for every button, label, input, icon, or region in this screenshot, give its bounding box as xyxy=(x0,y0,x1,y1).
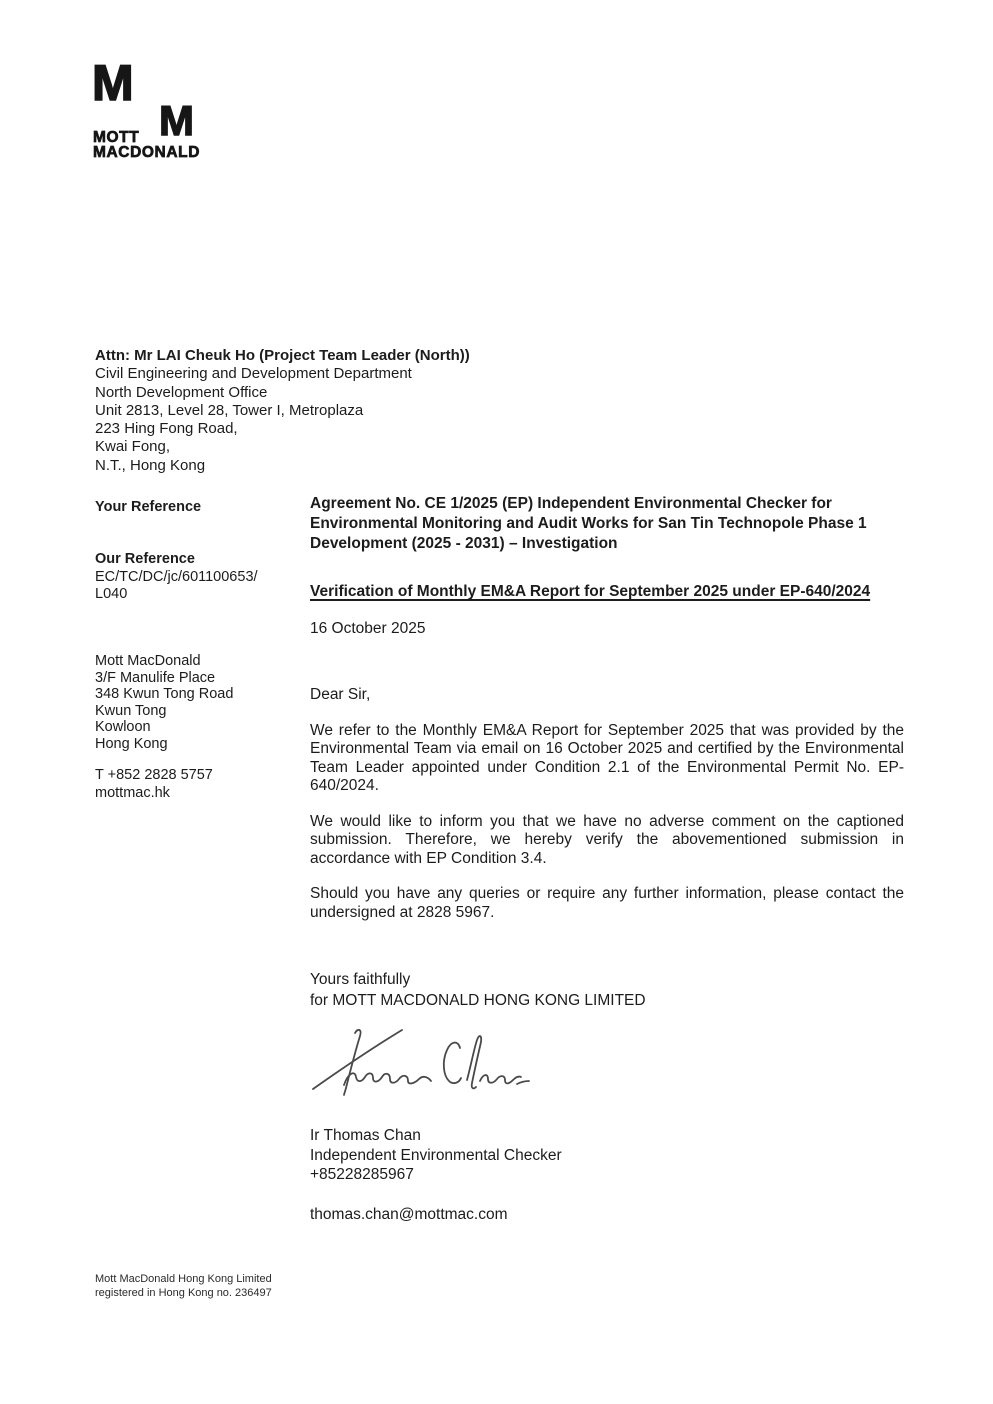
body-paragraph: We would like to inform you that we have no adverse comment on the captioned submission. Therefore, we hereby verify the abovementioned submission in accordance with EP Condition 3.4. xyxy=(310,812,904,867)
recipient-address-line: 223 Hing Fong Road, xyxy=(95,420,238,438)
sender-address-line: Kwun Tong xyxy=(95,702,167,719)
recipient-address-block xyxy=(95,347,525,475)
body-paragraph: We refer to the Monthly EM&A Report for September 2025 that was provided by the Environmental Team via email on 16 October 2025 and certified by the Environmental Team Leader appointed under Condition 2.1 of the Environmental Permit No. EP-640/2024. xyxy=(310,721,904,794)
recipient-attn-line: Attn: Mr LAI Cheuk Ho (Project Team Leader (North)) xyxy=(95,347,470,364)
signatory-block xyxy=(310,1126,904,1185)
our-reference-label: Our Reference xyxy=(95,551,195,567)
footer-registration-line: registered in Hong Kong no. 236497 xyxy=(95,1286,272,1299)
sender-address-line: Kowloon xyxy=(95,719,151,736)
recipient-address-line: Unit 2813, Level 28, Tower I, Metroplaza xyxy=(95,401,364,419)
closing-block xyxy=(310,969,904,1011)
logo-wordmark-line2: MACDONALD xyxy=(93,144,200,161)
letter-date: 16 October 2025 xyxy=(310,620,426,637)
on-behalf-of-line: for MOTT MACDONALD HONG KONG LIMITED xyxy=(310,992,646,1009)
signatory-name: Ir Thomas Chan xyxy=(310,1127,421,1144)
our-reference-block xyxy=(95,551,275,604)
our-reference-value-line: EC/TC/DC/jc/601100653/ xyxy=(95,568,258,585)
salutation: Dear Sir, xyxy=(310,686,371,703)
footer-company-line: Mott MacDonald Hong Kong Limited xyxy=(95,1273,272,1285)
logo-m-secondary-icon: M xyxy=(159,97,194,144)
letter-body-column xyxy=(310,494,904,1224)
sender-website: mottmac.hk xyxy=(95,784,170,801)
your-reference-label: Your Reference xyxy=(95,499,202,515)
sender-phone: T +852 2828 5757 xyxy=(95,767,213,783)
sender-address-line: Hong Kong xyxy=(95,735,168,752)
sender-contact-block xyxy=(95,767,213,802)
signatory-email: thomas.chan@mottmac.com xyxy=(310,1205,508,1223)
subject-verification-heading: Verification of Monthly EM&A Report for September 2025 under EP-640/2024 xyxy=(310,583,871,600)
registration-footer xyxy=(95,1273,272,1300)
recipient-address-line: N.T., Hong Kong xyxy=(95,456,206,474)
signatory-phone: +85228285967 xyxy=(310,1166,414,1183)
logo-m-primary-icon: M xyxy=(92,55,134,111)
recipient-address-line: North Development Office xyxy=(95,383,268,401)
valediction: Yours faithfully xyxy=(310,971,411,988)
handwritten-signature xyxy=(310,1023,534,1099)
sender-address-line: 348 Kwun Tong Road xyxy=(95,686,234,703)
sender-address-line: Mott MacDonald xyxy=(95,653,201,669)
sender-address-block xyxy=(95,653,233,753)
signatory-title: Independent Environmental Checker xyxy=(310,1146,562,1164)
body-paragraph: Should you have any queries or require any further information, please contact the undersigned at 2828 5967. xyxy=(310,885,904,921)
mott-macdonald-logo xyxy=(92,56,232,166)
recipient-address-line: Civil Engineering and Development Department xyxy=(95,365,412,383)
logo-wordmark-line1: MOTT xyxy=(93,129,140,146)
recipient-address-line: Kwai Fong, xyxy=(95,438,171,456)
subject-agreement-heading: Agreement No. CE 1/2025 (EP) Independent Environmental Checker for Environmental Monitoring and Audit Works for San Tin Technopole Phase 1 Development (2025 - 2031) – Investigation xyxy=(310,495,867,552)
signature-icon xyxy=(310,1023,534,1099)
sender-address-line: 3/F Manulife Place xyxy=(95,669,216,686)
our-reference-value-line: L040 xyxy=(95,586,128,602)
